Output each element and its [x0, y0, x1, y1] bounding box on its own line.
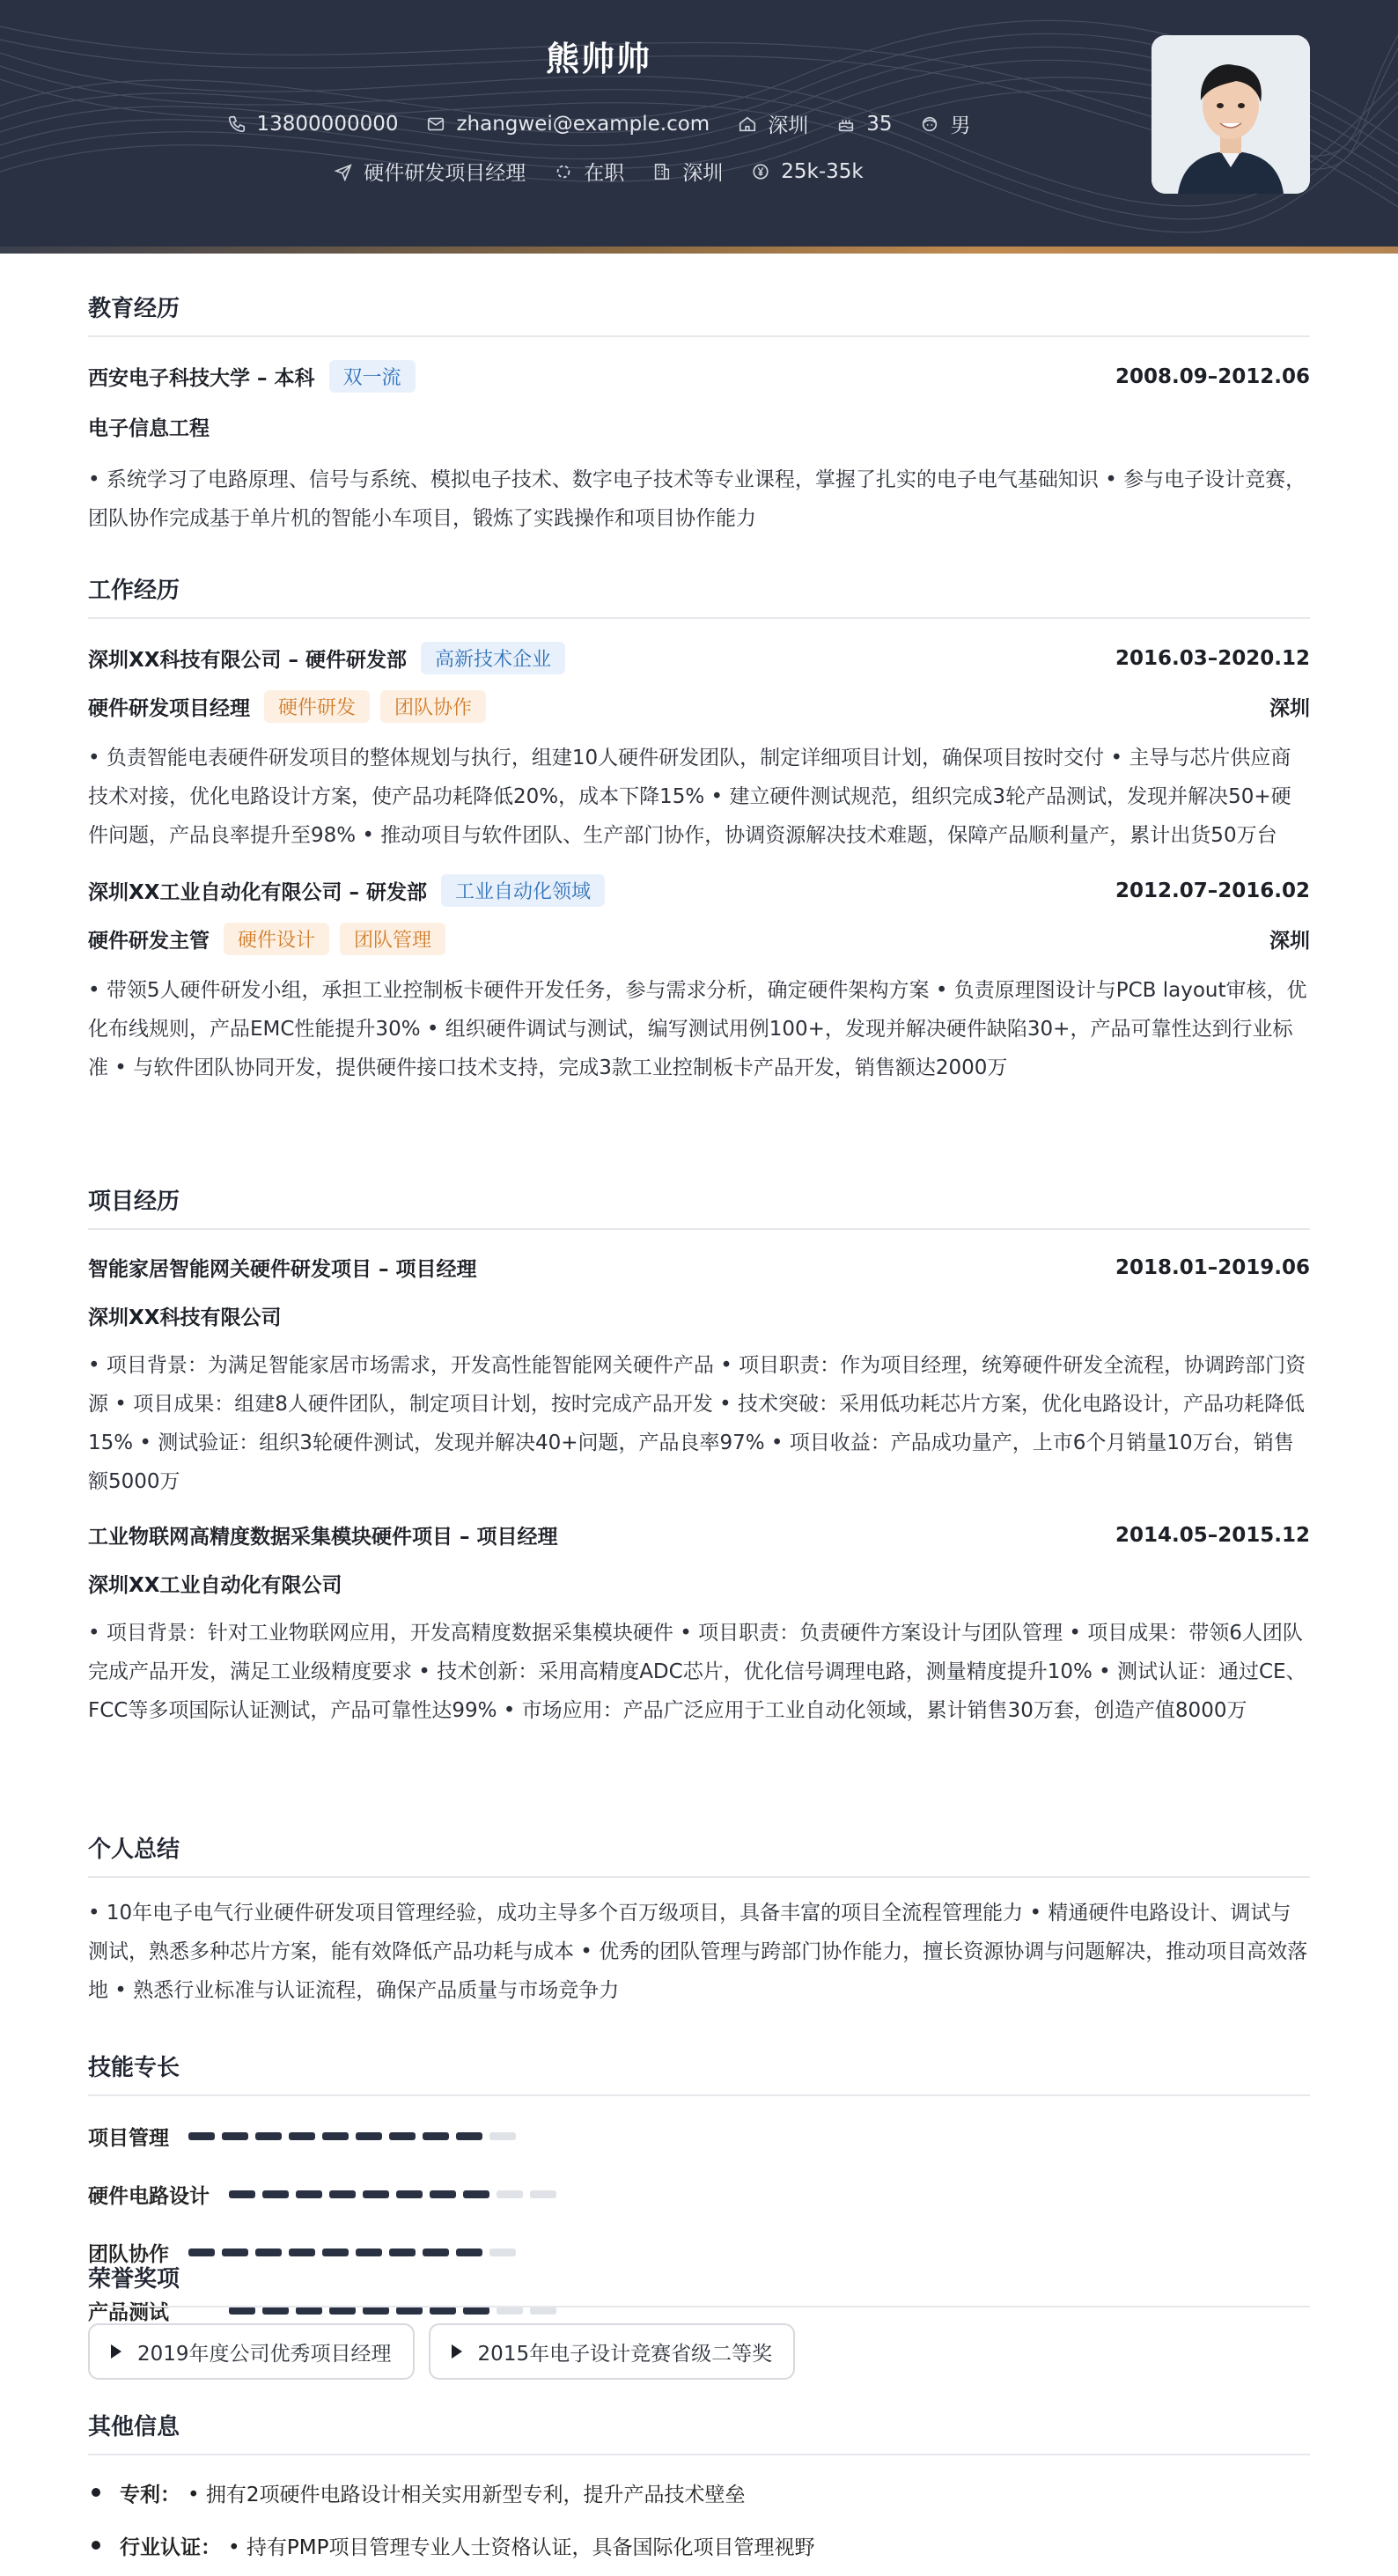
work-city: 深圳	[1269, 930, 1310, 953]
salary-text: 25k-35k	[781, 159, 864, 183]
send-icon	[334, 162, 353, 181]
candidate-name: 熊帅帅	[545, 40, 651, 78]
skill-level-bar	[229, 2190, 563, 2198]
skill-segment-filled	[222, 2248, 248, 2256]
work-description: • 负责智能电表硬件研发项目的整体规划与执行，组建10人硬件研发团队，制定详细项目计划，确保项目按时交付 • 主导与芯片供应商技术对接，优化电路设计方案，使产品功耗降低20%，成本下降15% • 建立硬件测试规范，组织完成3轮产品测试，发现并解决50+硬件问题，产品良率提升至98% • 推动项目与软件团队、生产部门协作，协调资源解决技术难题，保障产品顺利量产，累计出货50万台	[88, 747, 1291, 847]
work-entry-head	[88, 874, 1310, 907]
project-entry-head	[88, 1253, 1310, 1282]
skill-segment-filled	[456, 2132, 482, 2140]
skill-segment-filled	[188, 2248, 215, 2256]
status-info	[554, 157, 624, 186]
awards-section	[88, 2261, 1310, 2380]
project-name: 智能家居智能网关硬件研发项目 – 项目经理	[88, 1258, 477, 1281]
skill-segment-filled	[289, 2132, 315, 2140]
work-position-group	[88, 690, 486, 723]
skill-segment-filled	[463, 2190, 489, 2198]
work-position-row	[88, 923, 1310, 955]
skill-segment-filled	[322, 2132, 349, 2140]
job-intent-row	[0, 157, 1197, 186]
other-section	[88, 2409, 1310, 2572]
work-city: 深圳	[1269, 697, 1310, 720]
section-title-education: 教育经历	[88, 291, 1310, 337]
skill-level-bar	[188, 2248, 523, 2256]
project-company: 深圳XX科技有限公司	[88, 1306, 282, 1329]
skill-item	[88, 2165, 710, 2223]
work-position-group	[88, 923, 445, 955]
skill-name: 项目管理	[88, 2126, 169, 2150]
school-name: 西安电子科技大学 – 本科	[88, 367, 315, 390]
skill-segment-filled	[262, 2190, 289, 2198]
award-item	[88, 2323, 415, 2380]
gender-info	[920, 109, 970, 138]
project-description: • 项目背景：针对工业物联网应用，开发高精度数据采集模块硬件 • 项目职责：负责硬件方案设计与团队管理 • 项目成果：带领6人团队完成产品开发，满足工业级精度要求 • 技术创新：采用高精度ADC芯片，优化信号调理电路，测量精度提升10% • 测试认证：通过CE、FCC等多项国际认证测试，产品可靠性达99% • 市场应用：产品广泛应用于工业自动化领域，累计销售30万套，创造产值8000万	[88, 1622, 1306, 1722]
skill-segment-filled	[423, 2132, 449, 2140]
cake-icon	[836, 114, 856, 134]
section-title-summary: 个人总结	[88, 1831, 1310, 1878]
other-item	[88, 2519, 1310, 2572]
skill-segment-empty	[489, 2132, 516, 2140]
project-date: 2014.05–2015.12	[1115, 1523, 1310, 1547]
skill-segment-filled	[255, 2248, 282, 2256]
bullet-dot	[92, 2541, 100, 2550]
education-school-group	[88, 360, 416, 393]
major-name: 电子信息工程	[88, 417, 210, 440]
work-company-group	[88, 642, 565, 674]
gender-text: 男	[950, 114, 971, 137]
other-text: • 拥有2项硬件电路设计相关实用新型专利，提升产品技术壁垒	[188, 2483, 746, 2506]
project-entry	[88, 1253, 1310, 1501]
status-text: 在职	[584, 162, 625, 185]
education-entry-head	[88, 360, 1310, 393]
other-text: • 持有PMP项目管理专业人士资格认证，具备国际化项目管理视野	[228, 2536, 815, 2559]
skill-item	[88, 2107, 710, 2165]
skill-segment-filled	[255, 2132, 282, 2140]
yen-coin-icon	[751, 162, 770, 181]
company-name: 深圳XX工业自动化有限公司 – 研发部	[88, 881, 427, 904]
skill-name: 产品测试	[88, 2300, 169, 2324]
work-entry	[88, 874, 1310, 1087]
user-face-icon	[920, 114, 939, 134]
company-tag: 高新技术企业	[421, 642, 565, 674]
other-item	[88, 2466, 1310, 2519]
skill-tag: 团队管理	[340, 923, 445, 955]
target-city-info	[652, 157, 723, 186]
email-info	[426, 113, 710, 136]
other-list	[88, 2466, 1310, 2572]
skill-tag: 硬件设计	[224, 923, 329, 955]
skill-segment-filled	[289, 2248, 315, 2256]
position-title: 硬件研发主管	[88, 930, 210, 953]
skill-segment-filled	[396, 2190, 423, 2198]
section-title-skills: 技能专长	[88, 2050, 1310, 2096]
section-title-work: 工作经历	[88, 572, 1310, 619]
skill-name: 硬件电路设计	[88, 2184, 210, 2208]
section-title-other: 其他信息	[88, 2409, 1310, 2455]
avatar-portrait	[1152, 35, 1310, 194]
project-date: 2018.01–2019.06	[1115, 1255, 1310, 1279]
project-company-row	[88, 1569, 1310, 1598]
resume-header	[0, 0, 1398, 254]
skill-segment-filled	[423, 2248, 449, 2256]
work-description: • 带领5人硬件研发小组，承担工业控制板卡硬件开发任务，参与需求分析，确定硬件架构方案 • 负责原理图设计与PCB layout审核，优化布线规则，产品EMC性能提升30% • 组织硬件调试与测试，编写测试用例100+，发现并解决硬件缺陷30+，产品可靠性达到行业标准 • 与软件团队协同开发，提供硬件接口技术支持，完成3款工业控制板卡产品开发，销售额达2000万	[88, 979, 1307, 1079]
summary-section	[88, 1831, 1310, 2010]
work-date: 2016.03–2020.12	[1115, 646, 1310, 670]
age-text: 35	[866, 112, 893, 136]
building-icon	[652, 162, 672, 181]
skill-level-bar	[188, 2132, 523, 2140]
skill-segment-empty	[489, 2248, 516, 2256]
company-name: 深圳XX科技有限公司 – 硬件研发部	[88, 649, 407, 672]
skill-tag: 硬件研发	[264, 690, 370, 723]
target-position-text: 硬件研发项目经理	[364, 162, 526, 185]
skill-segment-filled	[329, 2190, 356, 2198]
target-city-text: 深圳	[682, 162, 724, 185]
contact-row	[0, 109, 1197, 138]
skill-segment-filled	[456, 2248, 482, 2256]
other-label: 专利：	[120, 2483, 180, 2506]
education-description: • 系统学习了电路原理、信号与系统、模拟电子技术、数字电子技术等专业课程，掌握了扎实的电子电气基础知识 • 参与电子设计竞赛，团队协作完成基于单片机的智能小车项目，锻炼了实践操作和项目协作能力	[88, 468, 1306, 530]
work-position-row	[88, 690, 1310, 723]
project-section	[88, 1183, 1310, 1730]
summary-description: • 10年电子电气行业硬件研发项目管理经验，成功主导多个百万级项目，具备丰富的项目全流程管理能力 • 精通硬件电路设计、调试与测试，熟悉多种芯片方案，能有效降低产品功耗与成本 • 优秀的团队管理与跨部门协作能力，擅长资源协调与问题解决，推动项目高效落地 • 熟悉行业标准与认证流程，确保产品质量与市场竞争力	[88, 1902, 1308, 2002]
skill-segment-filled	[222, 2132, 248, 2140]
hometown-info	[738, 109, 808, 138]
project-entry-head	[88, 1520, 1310, 1549]
project-name: 工业物联网高精度数据采集模块硬件项目 – 项目经理	[88, 1526, 558, 1549]
project-entry	[88, 1520, 1310, 1730]
work-company-group	[88, 874, 605, 907]
skill-segment-filled	[389, 2132, 416, 2140]
header-accent-line	[0, 247, 1398, 254]
project-description: • 项目背景：为满足智能家居市场需求，开发高性能智能网关硬件产品 • 项目职责：作为项目经理，统筹硬件研发全流程，协调跨部门资源 • 项目成果：组建8人硬件团队，制定项目计划，按时完成产品开发 • 技术突破：采用低功耗芯片方案，优化电路设计，产品功耗降低15% • 测试验证：组织3轮硬件测试，发现并解决40+问题，产品良率97% • 项目收益：产品成功量产，上市6个月销量10万台，销售额5000万	[88, 1354, 1306, 1493]
skill-segment-filled	[229, 2190, 255, 2198]
skill-segment-filled	[296, 2190, 322, 2198]
phone-info	[227, 113, 399, 136]
skill-segment-filled	[356, 2132, 382, 2140]
email-text: zhangwei@example.com	[456, 112, 710, 136]
school-tag: 双一流	[329, 360, 416, 393]
play-triangle-icon	[111, 2344, 121, 2359]
project-company: 深圳XX工业自动化有限公司	[88, 1574, 342, 1597]
hometown-text: 深圳	[768, 114, 809, 137]
bullet-dot	[92, 2488, 100, 2497]
other-label: 行业认证：	[120, 2536, 221, 2559]
section-title-awards: 荣誉奖项	[88, 2261, 1310, 2307]
skill-tag: 团队协作	[380, 690, 486, 723]
avatar	[1152, 35, 1310, 194]
work-date: 2012.07–2016.02	[1115, 879, 1310, 902]
skill-segment-filled	[322, 2248, 349, 2256]
education-section	[88, 291, 1310, 538]
home-icon	[738, 114, 757, 134]
company-tag: 工业自动化领域	[441, 874, 605, 907]
work-entry-head	[88, 642, 1310, 674]
skill-segment-filled	[389, 2248, 416, 2256]
age-info	[836, 113, 892, 136]
skill-segment-filled	[430, 2190, 456, 2198]
skill-segment-empty	[530, 2190, 556, 2198]
skill-name: 团队协作	[88, 2242, 169, 2266]
major-row	[88, 412, 1310, 441]
section-title-projects: 项目经历	[88, 1183, 1310, 1230]
project-company-row	[88, 1301, 1310, 1330]
phone-icon	[227, 114, 246, 134]
award-label: 2019年度公司优秀项目经理	[137, 2342, 392, 2366]
award-label: 2015年电子设计竞赛省级二等奖	[477, 2342, 773, 2366]
work-entry	[88, 642, 1310, 855]
skill-segment-filled	[363, 2190, 389, 2198]
skill-segment-empty	[497, 2190, 523, 2198]
status-icon	[554, 162, 573, 181]
mail-icon	[426, 114, 445, 134]
phone-text: 13800000000	[256, 112, 399, 136]
position-title: 硬件研发项目经理	[88, 697, 250, 720]
awards-list	[88, 2323, 1310, 2380]
target-position-info	[334, 157, 526, 186]
skill-segment-filled	[188, 2132, 215, 2140]
salary-info	[751, 160, 863, 183]
education-date: 2008.09–2012.06	[1115, 364, 1310, 388]
play-triangle-icon	[452, 2344, 462, 2359]
award-item	[429, 2323, 796, 2380]
skill-segment-filled	[356, 2248, 382, 2256]
work-section	[88, 572, 1310, 1087]
